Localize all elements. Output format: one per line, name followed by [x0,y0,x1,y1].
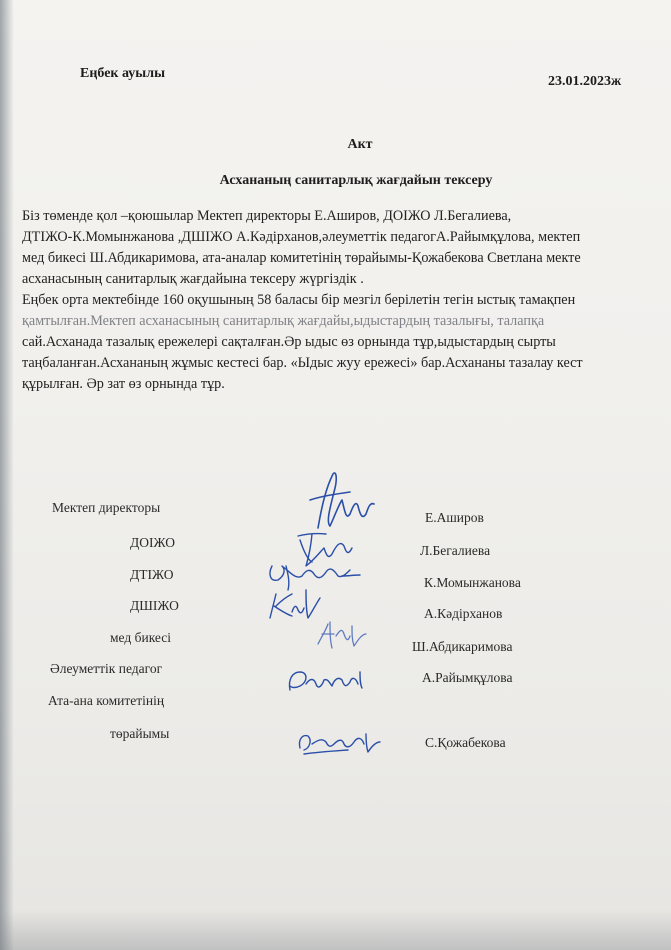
signatory-name: Ш.Абдикаримова [412,639,513,654]
signatory-position: төрайымы [110,726,170,741]
signatory-position: Әлеуметтік педагог [50,661,163,676]
signatory-name: А.Кәдірханов [424,606,503,621]
signature-med-bikesi [318,622,366,648]
body-line: мед бикесі Ш.Абдикаримова, ата-аналар комитетінің төрайымы-Қожабекова Светлана мекте [22,250,581,266]
signature-dtizho [270,566,360,590]
body-line: сай.Асханада тазалық ережелері сақталған.Әр ыдыс өз орнында тұр,ыдыстардың сырты [22,334,556,350]
signature-dshizho [270,590,320,618]
signatory-position: Мектеп директоры [52,500,161,515]
document-date: 23.01.2023ж [548,74,622,89]
document-subtitle: Асхананың санитарлық жағдайын тексеру [219,173,493,188]
body-line-faded: қамтылған.Мектеп асханасының санитарлық жағдайы,ыдыстардың тазалығы, талапқа [22,313,545,329]
signatory-position: ДШІЖО [130,598,179,613]
body-line: Еңбек орта мектебінде 160 оқушының 58 баласы бір мезгіл берілетін тегін ыстық тамақпен [22,292,576,308]
document-place: Еңбек ауылы [80,66,166,81]
signature-parents-committee [299,734,380,754]
body-line: ДТІЖО-К.Момынжанова ,ДШІЖО А.Кәдірханов,әлеуметтік педагогА.Райымқұлова, мектеп [22,229,581,245]
signatory-position: ДТІЖО [130,567,174,582]
signatory-name: Л.Бегалиева [420,543,491,558]
signatory-position: мед бикесі [110,630,171,645]
body-line: таңбаланған.Асхананың жұмыс кестесі бар. «Ыдыс жуу ережесі» бар.Асхананы тазалау кест [22,355,583,371]
signature-social-pedagogue [289,672,362,690]
body-line: асханасының санитарлық жағдайына тексеру жүргіздік . [22,271,364,287]
signatory-position: ДОІЖО [130,535,175,550]
body-line: Біз төменде қол –қоюшылар Мектеп директоры Е.Аширов, ДОІЖО Л.Бегалиева, [22,208,512,224]
signatory-name: А.Райымқұлова [422,670,513,685]
signatory-name: К.Момынжанова [424,575,521,590]
signatory-position: Ата-ана комитетінің [48,693,165,708]
document-title: Акт [347,137,373,152]
signature-director [310,473,374,528]
signatory-name: Е.Аширов [425,510,484,525]
signature-doizho [298,534,352,566]
signatory-name: С.Қожабекова [425,735,506,750]
body-line: құрылған. Әр зат өз орнында тұр. [22,376,225,392]
